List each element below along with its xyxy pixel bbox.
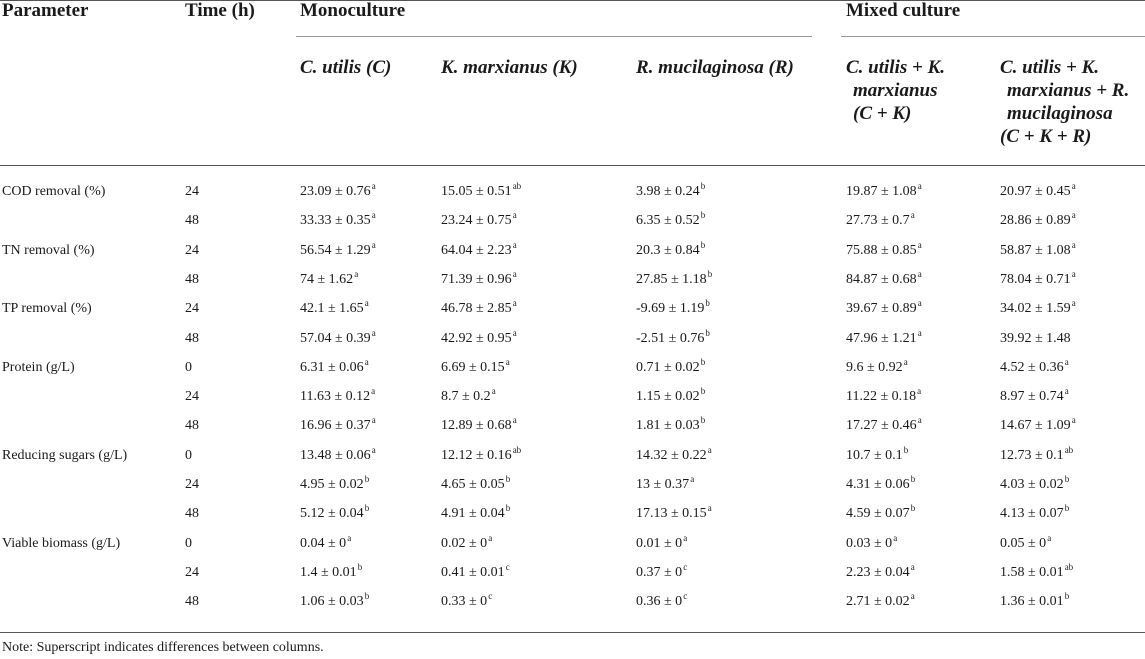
value-text: 78.04 ± 0.71 (1000, 272, 1071, 287)
value-text: 4.13 ± 0.07 (1000, 506, 1064, 521)
value-cell-k (441, 210, 517, 229)
significance-superscript: a (1064, 357, 1069, 367)
significance-superscript: b (1064, 503, 1070, 513)
significance-superscript: a (683, 533, 688, 543)
value-cell-r (636, 386, 706, 405)
significance-superscript: a (371, 328, 376, 338)
significance-superscript: a (903, 357, 908, 367)
time-cell: 48 (185, 506, 199, 521)
significance-superscript: a (707, 503, 712, 513)
mixed-span-rule (841, 36, 1145, 37)
value-text: 12.12 ± 0.16 (441, 448, 512, 463)
value-text: 0.01 ± 0 (636, 536, 683, 551)
value-cell-k (441, 445, 522, 464)
parameter-cell: Protein (g/L) (2, 360, 75, 375)
value-cell-ck (846, 240, 922, 259)
value-cell-ckr (1000, 562, 1074, 581)
value-text: 13 ± 0.37 (636, 477, 690, 492)
value-cell-ckr (1000, 210, 1076, 229)
value-text: 75.88 ± 0.85 (846, 243, 917, 258)
value-text: 42.1 ± 1.65 (300, 301, 364, 316)
value-cell-ckr (1000, 474, 1070, 493)
value-cell-k (441, 357, 510, 376)
value-text: 56.54 ± 1.29 (300, 243, 371, 258)
value-cell-k (441, 562, 510, 581)
value-cell-c (300, 357, 369, 376)
value-cell-ckr (1000, 415, 1076, 434)
significance-superscript: a (371, 181, 376, 191)
value-cell-ck (846, 181, 922, 200)
value-cell-ckr (1000, 331, 1072, 347)
value-cell-ckr (1000, 269, 1076, 288)
header-bottom-rule (0, 165, 1145, 166)
value-text: 5.12 ± 0.04 (300, 506, 364, 521)
value-cell-c (300, 591, 370, 610)
value-text: 19.87 ± 1.08 (846, 184, 917, 199)
significance-superscript: b (700, 386, 706, 396)
value-text: 39.92 ± 1.48 (1000, 331, 1071, 346)
significance-superscript: b (910, 503, 916, 513)
value-text: 57.04 ± 0.39 (300, 331, 371, 346)
significance-superscript: b (364, 591, 370, 601)
significance-superscript: a (364, 357, 369, 367)
value-text: 6.69 ± 0.15 (441, 360, 505, 375)
header-c-plus-k-plus-r (1000, 56, 1145, 148)
parameter-cell: COD removal (%) (2, 184, 106, 199)
significance-superscript: a (1064, 386, 1069, 396)
value-text: 20.97 ± 0.45 (1000, 184, 1071, 199)
value-cell-c (300, 415, 376, 434)
value-text: 0.02 ± 0 (441, 536, 488, 551)
value-cell-k (441, 298, 517, 317)
significance-superscript: b (700, 415, 706, 425)
value-text: 4.03 ± 0.02 (1000, 477, 1064, 492)
significance-superscript: a (488, 533, 493, 543)
significance-superscript: a (910, 591, 915, 601)
value-cell-ck (846, 533, 898, 552)
value-cell-r (636, 210, 706, 229)
value-text: 0.03 ± 0 (846, 536, 893, 551)
significance-superscript: a (491, 386, 496, 396)
header-ckr-line3: mucilaginosa (1007, 103, 1113, 124)
significance-superscript: ab (1064, 562, 1074, 572)
value-cell-ck (846, 298, 922, 317)
value-cell-ckr (1000, 240, 1076, 259)
time-cell: 48 (185, 418, 199, 433)
significance-superscript: a (512, 415, 517, 425)
value-text: 4.95 ± 0.02 (300, 477, 364, 492)
value-cell-c (300, 503, 370, 522)
significance-superscript: c (683, 591, 688, 601)
time-cell: 24 (185, 243, 199, 258)
significance-superscript: b (910, 474, 916, 484)
value-text: 71.39 ± 0.96 (441, 272, 512, 287)
parameter-cell: Viable biomass (g/L) (2, 536, 121, 551)
significance-superscript: a (371, 415, 376, 425)
significance-superscript: b (705, 298, 710, 308)
value-cell-ckr (1000, 445, 1074, 464)
value-text: 27.85 ± 1.18 (636, 272, 707, 287)
value-text: 28.86 ± 0.89 (1000, 213, 1071, 228)
value-text: 23.24 ± 0.75 (441, 213, 512, 228)
value-cell-r (636, 503, 712, 522)
significance-superscript: a (512, 298, 517, 308)
header-c-plus-k-line2: marxianus (853, 80, 938, 101)
significance-superscript: b (364, 503, 370, 513)
significance-superscript: b (357, 562, 363, 572)
value-cell-k (441, 503, 511, 522)
significance-superscript: a (1071, 298, 1076, 308)
value-text: 14.67 ± 1.09 (1000, 418, 1071, 433)
value-cell-r (636, 298, 710, 317)
value-text: 46.78 ± 2.85 (441, 301, 512, 316)
value-text: 3.98 ± 0.24 (636, 184, 700, 199)
value-text: 8.97 ± 0.74 (1000, 389, 1064, 404)
value-text: 2.71 ± 0.02 (846, 594, 910, 609)
value-cell-r (636, 474, 695, 493)
significance-superscript: b (700, 240, 706, 250)
significance-superscript: c (683, 562, 688, 572)
significance-superscript: ab (512, 445, 522, 455)
significance-superscript: a (364, 298, 369, 308)
value-text: 10.7 ± 0.1 (846, 448, 903, 463)
significance-superscript: a (1071, 181, 1076, 191)
table-note: Note: Superscript indicates differences between columns. (2, 640, 324, 655)
time-cell: 24 (185, 477, 199, 492)
value-cell-k (441, 591, 493, 610)
value-cell-r (636, 562, 688, 581)
value-cell-ckr (1000, 181, 1076, 200)
time-cell: 24 (185, 389, 199, 404)
significance-superscript: a (917, 298, 922, 308)
value-cell-k (441, 415, 517, 434)
value-text: 15.05 ± 0.51 (441, 184, 512, 199)
significance-superscript: a (512, 328, 517, 338)
significance-superscript: b (903, 445, 909, 455)
value-text: 17.13 ± 0.15 (636, 506, 707, 521)
significance-superscript: a (354, 269, 359, 279)
value-cell-ck (846, 210, 915, 229)
value-text: 14.32 ± 0.22 (636, 448, 707, 463)
parameter-cell: TN removal (%) (2, 243, 95, 258)
header-c-plus-k-line1: C. utilis + K. (846, 57, 945, 78)
significance-superscript: b (707, 269, 713, 279)
significance-superscript: a (512, 269, 517, 279)
value-text: 84.87 ± 0.68 (846, 272, 917, 287)
significance-superscript: a (371, 210, 376, 220)
value-text: 6.31 ± 0.06 (300, 360, 364, 375)
value-cell-k (441, 533, 493, 552)
significance-superscript: a (917, 240, 922, 250)
value-cell-c (300, 445, 376, 464)
value-text: 64.04 ± 2.23 (441, 243, 512, 258)
significance-superscript: a (347, 533, 352, 543)
value-text: 0.04 ± 0 (300, 536, 347, 551)
significance-superscript: a (371, 240, 376, 250)
time-cell: 48 (185, 594, 199, 609)
significance-superscript: b (705, 328, 710, 338)
value-text: 0.71 ± 0.02 (636, 360, 700, 375)
value-text: 1.15 ± 0.02 (636, 389, 700, 404)
value-cell-c (300, 210, 376, 229)
significance-superscript: a (917, 328, 922, 338)
value-cell-k (441, 181, 522, 200)
value-cell-c (300, 562, 363, 581)
significance-superscript: a (917, 386, 922, 396)
header-c-utilis: C. utilis (C) (300, 57, 392, 78)
value-cell-k (441, 474, 511, 493)
table-top-rule (0, 0, 1145, 1)
significance-superscript: ab (512, 181, 522, 191)
parameter-cell: Reducing sugars (g/L) (2, 448, 128, 463)
value-text: 20.3 ± 0.84 (636, 243, 700, 258)
significance-superscript: a (1047, 533, 1052, 543)
value-cell-r (636, 415, 706, 434)
value-text: 27.73 ± 0.7 (846, 213, 910, 228)
significance-superscript: a (1071, 269, 1076, 279)
value-cell-c (300, 298, 369, 317)
time-cell: 0 (185, 360, 192, 375)
value-cell-k (441, 240, 517, 259)
value-text: 12.73 ± 0.1 (1000, 448, 1064, 463)
value-cell-r (636, 328, 710, 347)
value-text: 1.58 ± 0.01 (1000, 565, 1064, 580)
significance-superscript: b (505, 503, 511, 513)
value-text: -2.51 ± 0.76 (636, 331, 705, 346)
time-cell: 24 (185, 184, 199, 199)
value-text: 0.36 ± 0 (636, 594, 683, 609)
time-cell: 48 (185, 272, 199, 287)
value-cell-ck (846, 562, 915, 581)
significance-superscript: a (1071, 240, 1076, 250)
value-cell-r (636, 269, 713, 288)
value-cell-ck (846, 357, 908, 376)
value-text: 34.02 ± 1.59 (1000, 301, 1071, 316)
header-ckr-line2: marxianus + R. (1007, 80, 1130, 101)
significance-superscript: b (364, 474, 370, 484)
value-text: 4.59 ± 0.07 (846, 506, 910, 521)
value-text: 12.89 ± 0.68 (441, 418, 512, 433)
significance-superscript: a (505, 357, 510, 367)
significance-superscript: b (1064, 474, 1070, 484)
value-text: 0.05 ± 0 (1000, 536, 1047, 551)
value-cell-ck (846, 474, 916, 493)
significance-superscript: c (505, 562, 510, 572)
significance-superscript: a (1071, 415, 1076, 425)
value-cell-r (636, 181, 706, 200)
value-text: 0.37 ± 0 (636, 565, 683, 580)
value-cell-ck (846, 269, 922, 288)
header-mixed-culture: Mixed culture (846, 0, 961, 21)
value-cell-k (441, 386, 496, 405)
value-text: -9.69 ± 1.19 (636, 301, 705, 316)
value-cell-ckr (1000, 386, 1069, 405)
value-cell-r (636, 591, 688, 610)
value-cell-k (441, 328, 517, 347)
value-text: 11.22 ± 0.18 (846, 389, 917, 404)
value-cell-r (636, 357, 706, 376)
value-text: 39.67 ± 0.89 (846, 301, 917, 316)
parameter-cell: TP removal (%) (2, 301, 92, 316)
value-text: 0.33 ± 0 (441, 594, 488, 609)
value-text: 1.81 ± 0.03 (636, 418, 700, 433)
value-text: 58.87 ± 1.08 (1000, 243, 1071, 258)
value-cell-c (300, 386, 376, 405)
value-text: 13.48 ± 0.06 (300, 448, 371, 463)
value-cell-ck (846, 591, 915, 610)
significance-superscript: b (1064, 591, 1070, 601)
table-bottom-rule (0, 632, 1145, 633)
significance-superscript: b (505, 474, 511, 484)
header-monoculture: Monoculture (300, 0, 406, 21)
value-text: 2.23 ± 0.04 (846, 565, 910, 580)
significance-superscript: a (690, 474, 695, 484)
significance-superscript: a (512, 210, 517, 220)
value-text: 33.33 ± 0.35 (300, 213, 371, 228)
value-cell-c (300, 181, 376, 200)
value-cell-c (300, 328, 376, 347)
header-k-marxianus: K. marxianus (K) (441, 57, 578, 78)
value-text: 6.35 ± 0.52 (636, 213, 700, 228)
significance-superscript: a (512, 240, 517, 250)
value-cell-ckr (1000, 591, 1070, 610)
significance-superscript: ab (1064, 445, 1074, 455)
time-cell: 0 (185, 536, 192, 551)
value-cell-ck (846, 386, 922, 405)
value-cell-ckr (1000, 298, 1076, 317)
significance-superscript: b (700, 357, 706, 367)
value-cell-ckr (1000, 357, 1069, 376)
value-text: 0.41 ± 0.01 (441, 565, 505, 580)
significance-superscript: a (1071, 210, 1076, 220)
value-cell-r (636, 533, 688, 552)
value-cell-ck (846, 328, 922, 347)
time-cell: 0 (185, 448, 192, 463)
value-cell-ck (846, 503, 916, 522)
value-text: 8.7 ± 0.2 (441, 389, 491, 404)
value-cell-r (636, 445, 712, 464)
significance-superscript: a (371, 445, 376, 455)
header-time: Time (h) (185, 0, 255, 21)
value-text: 4.52 ± 0.36 (1000, 360, 1064, 375)
header-r-mucilaginosa: R. mucilaginosa (R) (636, 57, 794, 78)
value-text: 4.65 ± 0.05 (441, 477, 505, 492)
header-c-plus-k (846, 56, 991, 125)
value-text: 9.6 ± 0.92 (846, 360, 903, 375)
time-cell: 48 (185, 331, 199, 346)
significance-superscript: a (917, 269, 922, 279)
value-cell-ckr (1000, 503, 1070, 522)
significance-superscript: a (893, 533, 898, 543)
significance-superscript: a (707, 445, 712, 455)
value-cell-ck (846, 415, 922, 434)
value-text: 47.96 ± 1.21 (846, 331, 917, 346)
significance-superscript: a (917, 181, 922, 191)
significance-superscript: b (700, 181, 706, 191)
value-text: 1.4 ± 0.01 (300, 565, 357, 580)
value-cell-ck (846, 445, 909, 464)
value-text: 23.09 ± 0.76 (300, 184, 371, 199)
value-text: 4.31 ± 0.06 (846, 477, 910, 492)
significance-superscript: b (700, 210, 706, 220)
significance-superscript: a (917, 415, 922, 425)
time-cell: 24 (185, 301, 199, 316)
value-cell-k (441, 269, 517, 288)
time-cell: 48 (185, 213, 199, 228)
time-cell: 24 (185, 565, 199, 580)
header-ckr-line1: C. utilis + K. (1000, 57, 1099, 78)
header-ckr-line4: (C + K + R) (1000, 126, 1092, 147)
value-cell-r (636, 240, 706, 259)
significance-superscript: c (488, 591, 493, 601)
header-parameter: Parameter (2, 0, 89, 21)
value-text: 17.27 ± 0.46 (846, 418, 917, 433)
monoculture-span-rule (296, 36, 812, 37)
value-cell-c (300, 474, 370, 493)
value-text: 1.06 ± 0.03 (300, 594, 364, 609)
value-text: 42.92 ± 0.95 (441, 331, 512, 346)
value-cell-c (300, 240, 376, 259)
significance-superscript: a (371, 386, 376, 396)
value-text: 16.96 ± 0.37 (300, 418, 371, 433)
value-cell-c (300, 533, 352, 552)
value-text: 74 ± 1.62 (300, 272, 354, 287)
value-text: 11.63 ± 0.12 (300, 389, 371, 404)
header-c-plus-k-line3: (C + K) (853, 103, 912, 124)
significance-superscript: a (910, 562, 915, 572)
value-cell-ckr (1000, 533, 1052, 552)
value-text: 4.91 ± 0.04 (441, 506, 505, 521)
value-cell-c (300, 269, 359, 288)
value-text: 1.36 ± 0.01 (1000, 594, 1064, 609)
significance-superscript: a (910, 210, 915, 220)
